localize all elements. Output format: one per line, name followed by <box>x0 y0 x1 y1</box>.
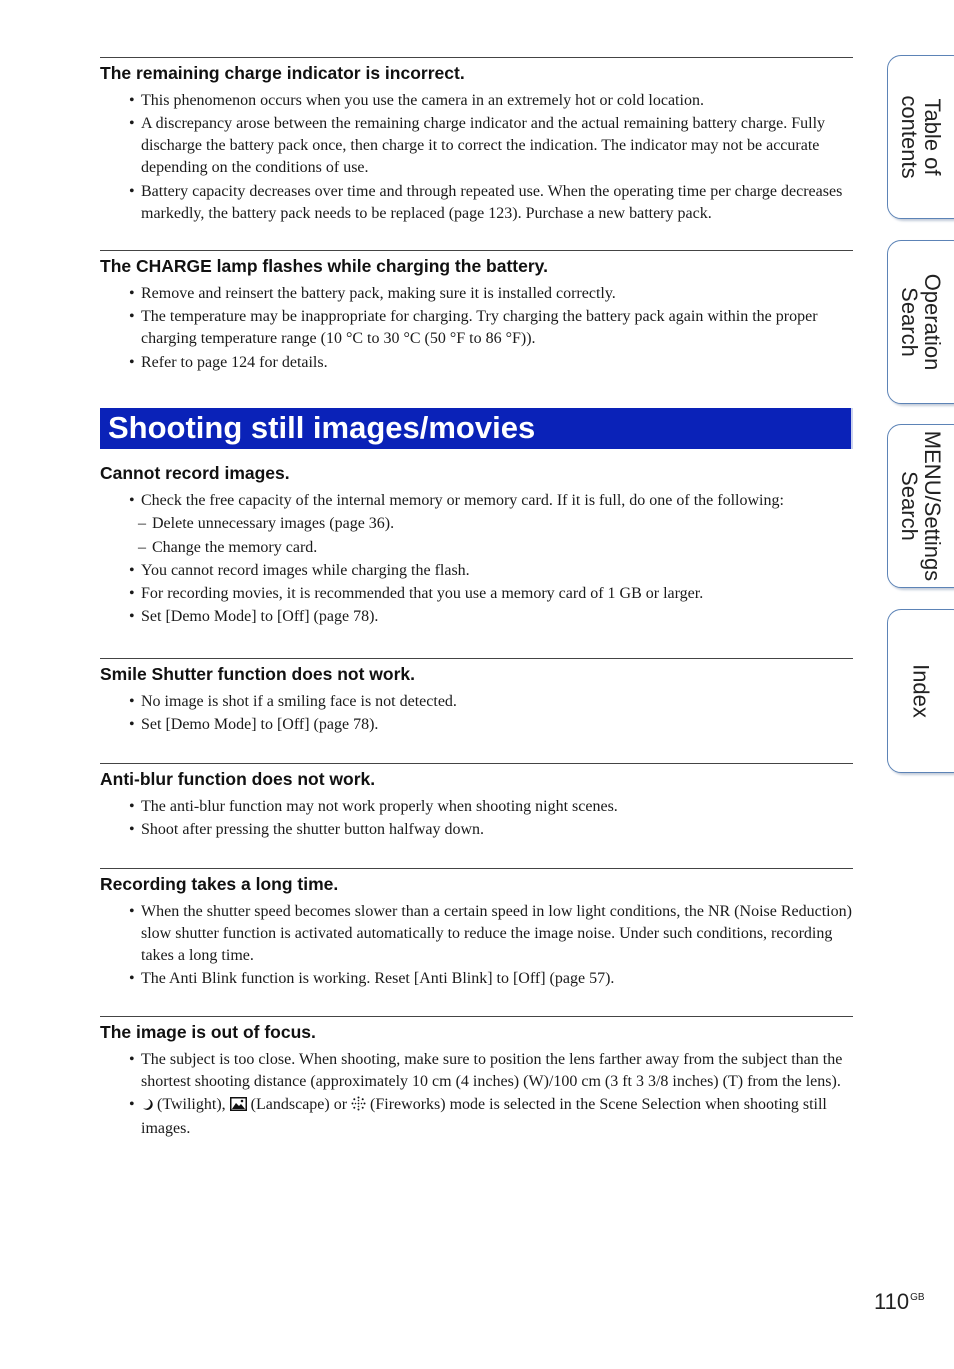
section-charge-indicator <box>100 57 853 226</box>
list-item: • No image is shot if a smiling face is not detected. <box>100 691 853 713</box>
page-suffix: GB <box>910 1292 925 1303</box>
moon-icon <box>141 1096 153 1118</box>
section-smile-shutter <box>100 658 853 738</box>
tab-label: Operation Search <box>897 273 945 371</box>
item-list <box>100 490 853 628</box>
section-heading: The remaining charge indicator is incorrect. <box>100 63 465 83</box>
tab-table-of-contents[interactable] <box>887 55 954 219</box>
list-item: • Set [Demo Mode] to [Off] (page 78). <box>100 606 853 628</box>
tab-menu-settings-search[interactable] <box>887 424 954 588</box>
item-list <box>100 901 853 990</box>
list-item: • Refer to page 124 for details. <box>100 352 853 374</box>
list-item: • When the shutter speed becomes slower than a certain speed in low light conditions, the NR (Noise Reduction) slow shutter function is activated automatically to reduce the image noise. Under such conditions, recording takes a long time. <box>100 901 853 967</box>
tab-index[interactable] <box>887 609 954 773</box>
item-list <box>100 283 853 374</box>
section-out-of-focus <box>100 1016 853 1142</box>
item-list <box>100 90 853 225</box>
landscape-icon <box>230 1096 247 1118</box>
list-item: • A discrepancy arose between the remaining charge indicator and the actual remaining battery charge. Fully discharge the battery pack once, then charge it to correct the indication. The indicator may not be accurate depending on the conditions of use. <box>100 113 853 179</box>
list-subitem: – Change the memory card. <box>100 537 853 559</box>
list-item: • For recording movies, it is recommended that you use a memory card of 1 GB or larger. <box>100 583 853 605</box>
item-list <box>100 1049 853 1140</box>
item-list <box>100 691 853 736</box>
list-item: • Set [Demo Mode] to [Off] (page 78). <box>100 714 853 736</box>
section-heading: Anti-blur function does not work. <box>100 769 376 789</box>
section-heading: Smile Shutter function does not work. <box>100 664 416 684</box>
tab-label: MENU/Settings Search <box>897 430 945 582</box>
list-item-scene-modes <box>100 1094 853 1140</box>
list-item: • The temperature may be inappropriate for charging. Try charging the battery pack again within the proper charging temperature range (10 °C to 30 °C (50 °F to 86 °F)). <box>100 306 853 350</box>
list-item: • The anti-blur function may not work properly when shooting night scenes. <box>100 796 853 818</box>
list-item: • Remove and reinsert the battery pack, making sure it is installed correctly. <box>100 283 853 305</box>
chapter-banner: Shooting still images/movies <box>100 408 853 449</box>
tab-operation-search[interactable] <box>887 240 954 404</box>
section-heading: The CHARGE lamp flashes while charging the battery. <box>100 256 548 276</box>
section-anti-blur <box>100 763 853 843</box>
list-item: • Battery capacity decreases over time and through repeated use. When the operating time per charge decreases markedly, the battery pack needs to be replaced (page 123). Purchase a new battery pack. <box>100 181 853 225</box>
list-item: • You cannot record images while charging the flash. <box>100 560 853 582</box>
landscape-label: (Landscape) or <box>250 1096 348 1114</box>
section-charge-lamp <box>100 250 853 375</box>
list-item: • The subject is too close. When shooting, make sure to position the lens farther away from the subject than the shortest shooting distance (approximately 10 cm (4 inches) (W)/100 cm (3 ft 3 3/8 inches) (T) from the lens). <box>100 1049 853 1093</box>
list-item: • Check the free capacity of the internal memory or memory card. If it is full, do one of the following: <box>100 490 853 512</box>
section-cannot-record <box>100 463 853 630</box>
list-item: • The Anti Blink function is working. Reset [Anti Blink] to [Off] (page 57). <box>100 968 853 990</box>
twilight-label: (Twilight), <box>157 1096 226 1114</box>
section-heading: The image is out of focus. <box>100 1022 316 1042</box>
list-subitem: – Delete unnecessary images (page 36). <box>100 513 853 535</box>
section-heading: Recording takes a long time. <box>100 874 339 894</box>
tab-label: Index <box>908 664 934 718</box>
list-item: • Shoot after pressing the shutter button halfway down. <box>100 819 853 841</box>
list-item: • This phenomenon occurs when you use the camera in an extremely hot or cold location. <box>100 90 853 112</box>
fireworks-label: (Fireworks) mode is selected in the Scene Selection when shooting still images. <box>141 1096 827 1138</box>
fireworks-icon <box>351 1096 366 1118</box>
tab-label: Table of contents <box>897 95 945 179</box>
section-heading: Cannot record images. <box>100 463 290 483</box>
page-number: $110^{GB}$ <box>874 1289 925 1314</box>
item-list <box>100 796 853 841</box>
section-recording-long <box>100 868 853 992</box>
